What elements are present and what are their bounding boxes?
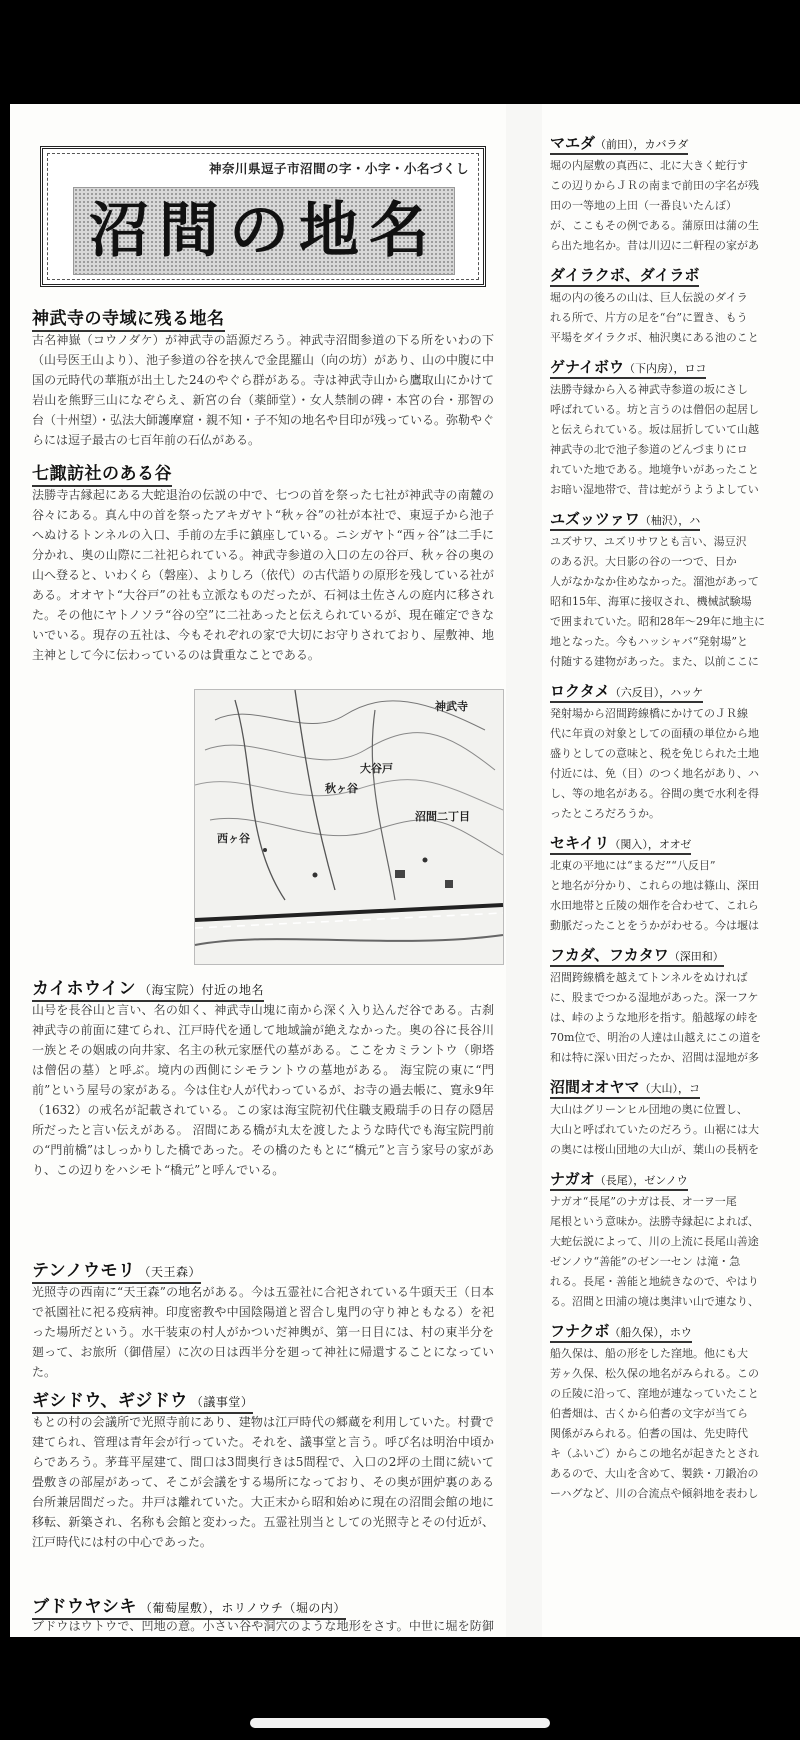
text-line: キ（ふいご）からこの地名が起きたとされ: [550, 1447, 759, 1460]
text-line: 付随する建物があった。また、以前ここに: [550, 655, 759, 668]
text-line: 呼ばれている。坊と言うのは僧侶の起居し: [550, 403, 759, 416]
area-map-image: [194, 689, 504, 965]
section-text: もとの村の会議所で光照寺前にあり、建物は江戸時代の郷蔵を利用していた。村費で建てられ、管理は青年会が行っていた。それを、議事堂と言う。呼び名は明治中頃からであろう。茅葺平屋建て、間口は3間奥行きは5間程で、入口の2坪の土間に続いて畳敷きの部屋があって、そこが会議をする場所になっており、その奥が囲炉裏のある台所兼居間だった。井戸は離れていた。大正末から昭和始めに現在の沼間会館の地に移転、新築され、名称も会館と変わった。五霊社別当としての光照寺とその付近が、江戸時代には村の中心であった。: [32, 1415, 494, 1549]
map-label: 西ヶ谷: [217, 832, 250, 845]
text-line: 人がなかなか住めなかった。溜池があって: [550, 575, 759, 588]
section-text-part1: 法勝寺古縁起にある大蛇退治の伝説の中で、七つの首を祭った七社が神武寺の南麓の谷々にある。真ん中の首を祭ったアキガヤト“秋ヶ谷”の社が本社で、東逗子から池子へぬけるトンネルの入口、手前の左手に鎮座している。ニシガヤト“西ヶ谷”は二手に分かれ、奥の山際に二社祀られている。神武寺参道の入口の左の谷戸、秋ヶ谷の奥の山へ登ると、いわくら（磐座）、よりしろ（依代）の古代語りの原形を残している社がある。オオヤト“大谷戸”の社も立派なものだったが、石祠は土佐さんの庭内に移された。その他にヤトノソラ“谷の空”に二社あったと伝えられているが、現在確定できないでいる。現存の五社は、今もそれぞれの家で大切にお守りされており、屋敷神、地主神として今に伝わっているのは貴重なことである。: [32, 488, 495, 662]
text-line: 和は特に深い田だったか、沼間は湿地が多: [550, 1051, 759, 1064]
section-text: 山号を長谷山と言い、名の如く、神武寺山塊に南から深く入り込んだ谷である。古刹神武寺の前面に建てられ、江戸時代を通して地域論が絶えなかった。奥の谷に長谷川一族とその姻戚の向井家、名主の秋元家歴代の墓がある。ここをカミラントウ（卵塔は僧侶の墓）と呼ぶ。境内の西側にシモラントウの墓地がある。 海宝院の東に“門前”という屋号の家がある。今は住む人が代わっているが、お寺の過去帳に、寛永9年（1632）の戒名が記載されている。この家は海宝院初代住職支殿瑞手の日存の隠居所だったと言い伝えがある。 沼間にある橋が丸太を渡したような時代でも海宝院門前の“門前橋”はしっかりした橋であった。その橋のたもとに“橋元”と言う家号の家があり、この辺りをハシモト“橋元”と呼んでいる。: [32, 1003, 494, 1177]
right-section-text: [550, 856, 800, 936]
document-page-right: [542, 104, 800, 1637]
text-line: お暗い湿地帯で、昔は蛇がうようよしてい: [550, 483, 759, 496]
text-line: この辺りからＪＲの南まで前田の字名が残: [550, 179, 759, 192]
text-line: 堀の内の後ろの山は、巨人伝説のダイラ: [550, 291, 748, 304]
text-line: 田の一等地の上田（一番良いたんぼ）: [550, 199, 737, 212]
text-line: れる所で、片方の足を“台”に置き、もう: [550, 311, 748, 324]
text-line: は、峠のような地形を指す。船越塚の峠を: [550, 1011, 759, 1024]
text-line: あるので、大山を含めて、製鉄・刀鍛冶の: [550, 1467, 759, 1480]
text-line: 法勝寺縁から入る神武寺参道の坂にさし: [550, 383, 748, 396]
text-line: 70m位で、明治の人達は山越えにこの道を: [550, 1031, 762, 1044]
section-heading: ギシドウ、ギジドウ （議事堂）: [32, 1386, 253, 1414]
right-section-heading: 沼間オオヤマ（大山），コ: [550, 1076, 700, 1099]
text-line: 付近には、免（目）のつく地名があり、ハ: [550, 767, 759, 780]
text-line: 神武寺の北で池子参道のどんづまりにロ: [550, 443, 748, 456]
text-line: 堀の内屋敷の真西に、北に大きく蛇行す: [550, 159, 748, 172]
text-line: れる。長尾・善能と地続きなので、やはり: [550, 1275, 759, 1288]
text-line: 関係がみられる。伯耆の国は、先史時代: [550, 1427, 748, 1440]
title-box: [40, 146, 486, 287]
text-line: で囲まれていた。昭和28年～29年に地主に: [550, 615, 765, 628]
text-line: の奥には桜山団地の大山が、葉山の長柄を: [550, 1143, 759, 1156]
right-section-heading: マエダ（前田），カバラダ: [550, 132, 688, 155]
document-subtitle: 神奈川県逗子市沼間の字・小字・小名づくし: [208, 161, 469, 176]
document-title: 沼間の地名: [89, 196, 439, 266]
section-text: 古名神嶽（コウノダケ）が神武寺の語源だろう。神武寺沼間参道の下る所をいわの下（山号医王山より）、池子参道の谷を挟んで金毘羅山（向の坊）があり、山の中腹に中国の元時代の華瓶が出土した24のやぐら群がある。寺は神武寺山から鷹取山にかけて岩山を熊野三山になぞらえ、新宮の台（薬師堂）・女人禁制の碑・本宮の台・那智の台（十州望）・弘法大師護摩窟・親不知・子不知の地名や目印が残っている。弥勒やぐらには逗子最古の七百年前の石仏がある。: [32, 333, 495, 447]
text-line: ら出た地名か。昔は川辺に二軒程の家があ: [550, 239, 759, 252]
text-line: と伝えられている。坂は屈折していて山越: [550, 423, 759, 436]
text-line: 平場をダイラクボ、柚沢奥にある池のこと: [550, 331, 759, 344]
text-line: 大蛇伝説によって、川の上流に長尾山善途: [550, 1235, 759, 1248]
text-line: ユズサワ、ユズリサワとも言い、湯豆沢: [550, 535, 747, 548]
text-line: が、ここもその例である。蒲原田は蒲の生: [550, 219, 759, 232]
right-section-text: [550, 968, 800, 1068]
right-section-heading: ゲナイボウ（下内房），ロコ: [550, 356, 706, 379]
text-line: 船久保は、船の形をした窪地。他にも大: [550, 1347, 748, 1360]
map-label: 秋ヶ谷: [325, 782, 358, 795]
map-label: 大谷戸: [360, 762, 393, 775]
right-section-heading: ダイラクボ、ダイラボ: [550, 264, 699, 287]
right-section-heading: ナガオ（長尾），ゼンノウ: [550, 1168, 688, 1191]
title-plate: [73, 187, 455, 275]
text-line: のある沢。大日影の谷の一つで、日か: [550, 555, 737, 568]
text-line: る。沼間と田浦の境は奥津い山で連なり、: [550, 1295, 759, 1308]
right-section-text: [550, 288, 800, 348]
map-label: 沼間二丁目: [415, 810, 470, 823]
text-line: 大山と呼ばれていたのだろう。山裾には大: [550, 1123, 759, 1136]
text-line: 大山はグリーンヒル団地の奥に位置し、: [550, 1103, 748, 1116]
map-label: 神武寺: [435, 700, 468, 713]
right-section-text: [550, 1344, 800, 1504]
right-section-heading: フカダ、フカタワ（深田和）: [550, 944, 724, 967]
text-line: ナガオ“長尾”のナガは長、オ一ヲ一尾: [550, 1195, 737, 1208]
section-text: 光照寺の西南に“天王森”の地名がある。今は五霊社に合祀されている牛頭天王（日本で祇園社に祀る疫病神。印度密教や中国陰陽道と習合し鬼門の守り神ともなる）を祀った場所だという。水干装束の村人がかついだ神輿が、第一日目には、村の東半分を廻って、お旅所（御借屋）に次の日は西半分を廻って神社に帰還することになっていた。: [32, 1285, 494, 1379]
text-line: ったところだろうか。: [550, 807, 660, 820]
right-section-heading: フナクボ（船久保），ホウ: [550, 1320, 692, 1343]
text-line: 昭和15年、海軍に接収され、機械試験場: [550, 595, 752, 608]
text-line: れていた地である。地境争いがあったこと: [550, 463, 759, 476]
section-heading: ブドウヤシキ （葡萄屋敷），ホリノウチ（堀の内）: [32, 1592, 346, 1620]
right-section-text: [550, 532, 800, 672]
text-line: 芳ヶ久保、松久保の地名がみられる。この: [550, 1367, 759, 1380]
text-line: 地となった。今もハッシャバ“発射場”と: [550, 635, 749, 648]
text-line: と地名が分かり、これらの地は篠山、深田: [550, 879, 759, 892]
section-heading: テンノウモリ （天王森）: [32, 1256, 201, 1284]
text-line: の丘陵に沿って、窪地が連なっていたこと: [550, 1387, 759, 1400]
text-line: 伯耆畑は、古くから伯耆の文字が当てら: [550, 1407, 748, 1420]
text-line: 尾根という意味か。法勝寺縁起によれば、: [550, 1215, 759, 1228]
text-line: 盛りとしての意味と、税を免じられた土地: [550, 747, 759, 760]
right-section-text: [550, 704, 800, 824]
right-section-text: [550, 1100, 800, 1160]
right-section-heading: ロクタメ（六反目），ハッケ: [550, 680, 703, 703]
text-line: 北東の平地には“まるだ”“八反目”: [550, 859, 716, 872]
section-heading: カイホウイン （海宝院）付近の地名: [32, 974, 264, 1002]
text-line: 動脈だったことをうかがわせる。今は堰は: [550, 919, 759, 932]
text-line: 発射場から沼間跨線橋にかけてのＪＲ線: [550, 707, 748, 720]
text-line: 水田地帯と丘陵の畑作を合わせて、これら: [550, 899, 759, 912]
text-line: ーハグなど、川の合流点や傾斜地を表わし: [550, 1487, 759, 1500]
right-section-heading: セキイリ（関入），オオゼ: [550, 832, 691, 855]
map-drawing: [195, 690, 503, 964]
right-section-text: [550, 156, 800, 256]
text-line: 代に年貢の対象としての面積の単位から地: [550, 727, 759, 740]
text-line: ゼンノウ“善能”のゼン一セン は滝・急: [550, 1255, 741, 1268]
section-heading: 神武寺の寺域に残る地名: [32, 304, 225, 332]
home-indicator[interactable]: [250, 1718, 550, 1728]
right-section-text: [550, 380, 800, 500]
page-gutter: [506, 104, 542, 1637]
section-heading: 七諏訪社のある谷: [32, 459, 172, 487]
text-line: に、股までつかる湿地があった。深一フケ: [550, 991, 759, 1004]
right-section-heading: ユズッツァワ（柚沢），ハ: [550, 508, 700, 531]
text-line: 沼間跨線橋を越えてトンネルをぬければ: [550, 971, 748, 984]
right-section-text: [550, 1192, 800, 1312]
top-black-bar: [0, 0, 800, 104]
section-text: ブドウはウトウで、凹地の意。小さい谷や洞穴のような地形をさす。中世に堀を防御: [32, 1619, 494, 1633]
document-page-left: [10, 104, 506, 1637]
text-line: し、等の地名がある。谷間の奥で水利を得: [550, 787, 759, 800]
